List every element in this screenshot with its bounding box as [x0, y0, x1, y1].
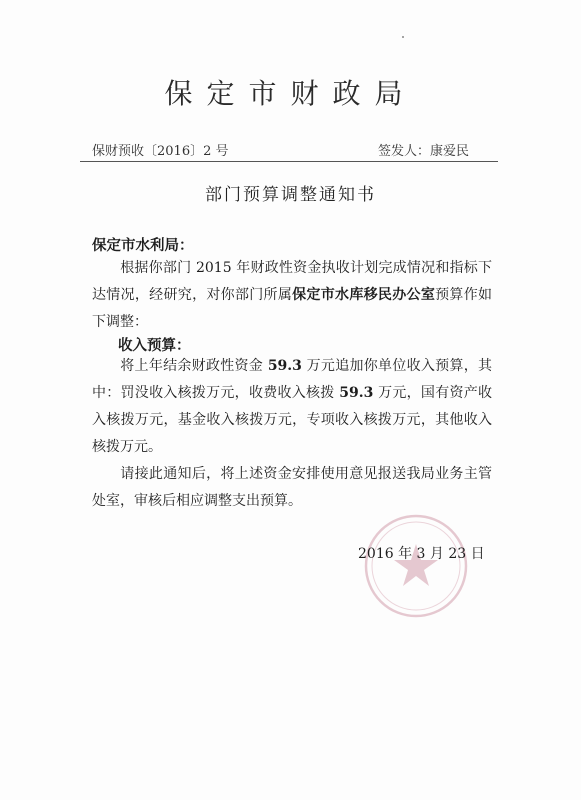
paragraph-1-tail: 预算作如下调整： — [92, 287, 493, 330]
paragraph-1 — [92, 255, 492, 336]
letterhead: 保定市财政局 — [164, 77, 417, 110]
paragraph-2 — [92, 353, 492, 461]
addressee: 保定市水利局： — [92, 238, 194, 254]
issue-date: 2016 年 3 月 23 日 — [358, 546, 485, 562]
document-number: 保财预收〔2016〕2 号 — [92, 144, 229, 159]
paragraph-1-lead: 根据你部门 2015 年财政性资金执收计划完成情况和指标下达情况，经研究，对你部门所属 — [92, 260, 492, 303]
paragraph-2-part-1: 将上年结余财政性资金 — [120, 358, 268, 374]
document-title: 部门预算调整通知书 — [205, 185, 376, 205]
signer: 签发人：康爱民 — [377, 144, 469, 159]
paragraph-3 — [92, 461, 492, 515]
subordinate-unit: 保定市水库移民办公室 — [292, 287, 436, 303]
paragraph-3-text: 请接此通知后，将上述资金安排使用意见报送我局业务主管处室，审核后相应调整支出预算。 — [92, 466, 492, 509]
amount-fees: 59.3 — [339, 385, 374, 401]
income-budget-heading: 收入预算： — [118, 338, 191, 354]
amount-carryover: 59.3 — [267, 358, 302, 374]
scan-speck — [402, 36, 404, 38]
paragraph-2-part-3: 万元，国有资产收入核拨万元，基金收入核拨万元，专项收入核拨万元，其他收入核拨万元。 — [92, 385, 493, 455]
official-seal — [360, 510, 472, 622]
header-rule — [80, 161, 498, 162]
paragraph-2-part-2: 万元追加你单位收入预算，其中：罚没收入核拨万元，收费收入核拨 — [92, 358, 493, 401]
